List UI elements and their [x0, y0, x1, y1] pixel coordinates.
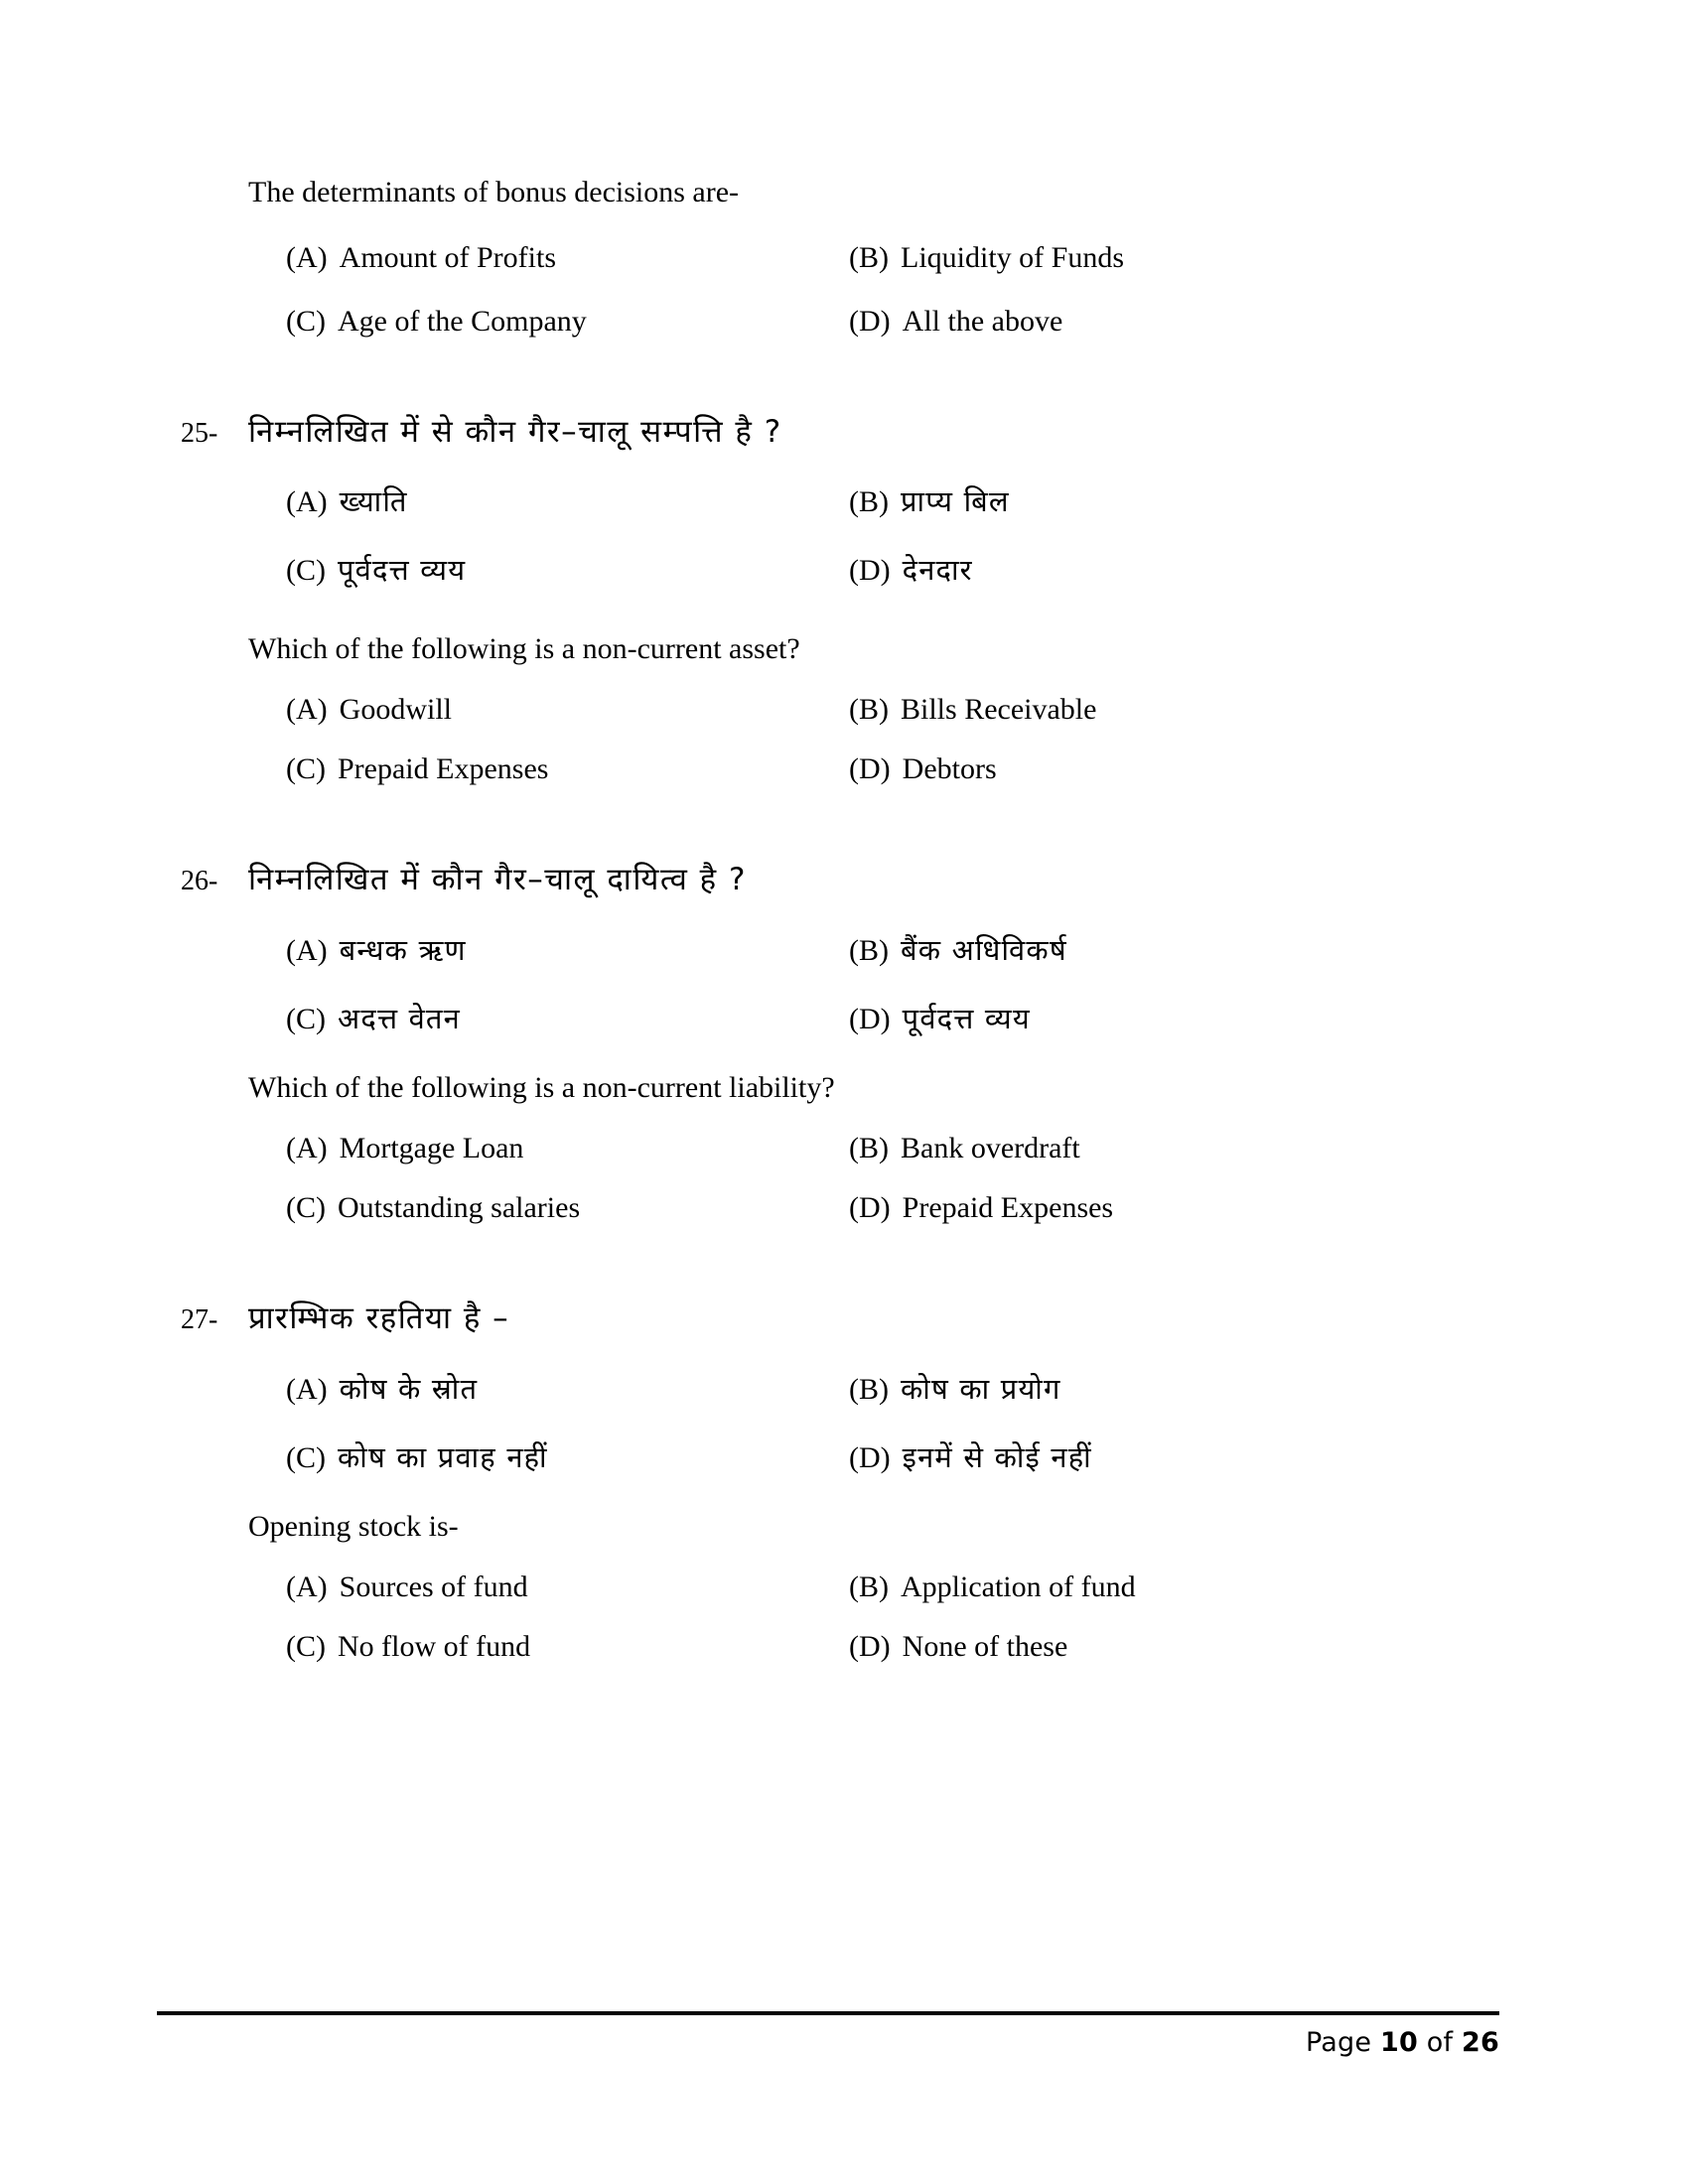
- option-text: कोष का प्रवाह नहीं: [338, 1439, 548, 1474]
- option-row: [248, 481, 1519, 520]
- option-row: [248, 1132, 1519, 1165]
- spacer: [248, 1037, 1519, 1069]
- option-b[interactable]: [849, 1369, 1445, 1408]
- option-text: Prepaid Expenses: [338, 752, 549, 786]
- option-b[interactable]: [849, 481, 1445, 520]
- option-label: (B): [849, 1132, 889, 1165]
- option-label: (A): [286, 484, 328, 518]
- option-row: [248, 550, 1519, 589]
- option-label: (D): [849, 304, 891, 338]
- footer-total-pages: 26: [1462, 2027, 1499, 2058]
- option-text: Prepaid Expenses: [902, 1191, 1114, 1225]
- option-text: None of these: [902, 1630, 1068, 1664]
- question-27-stem-en: Opening stock is-: [248, 1509, 459, 1543]
- option-label: (D): [849, 752, 891, 786]
- option-text: प्राप्य बिल: [901, 483, 1010, 518]
- option-text: Bills Receivable: [901, 693, 1097, 727]
- question-number: 27-: [181, 1304, 218, 1336]
- question-stem-hi: प्रारम्भिक रहतिया है –: [248, 1300, 510, 1337]
- option-label: (B): [849, 693, 889, 727]
- option-c[interactable]: [248, 550, 849, 589]
- option-label: (A): [286, 1372, 328, 1406]
- option-d[interactable]: [849, 1191, 1445, 1225]
- option-label: (B): [849, 1570, 889, 1604]
- option-a[interactable]: [248, 1132, 849, 1165]
- footer-current-page: 10: [1380, 2027, 1418, 2058]
- footer-of-word: of: [1426, 2027, 1454, 2058]
- option-row: [248, 1437, 1519, 1476]
- spacer: [248, 589, 1519, 630]
- option-text: बन्धक ऋण: [339, 932, 467, 967]
- option-label: (C): [286, 1191, 326, 1225]
- option-label: (B): [849, 484, 889, 518]
- option-label: (D): [849, 1440, 891, 1474]
- option-label: (B): [849, 240, 889, 274]
- option-label: (D): [849, 1191, 891, 1225]
- option-d[interactable]: [849, 1437, 1445, 1476]
- option-label: (C): [286, 304, 326, 338]
- option-text: Age of the Company: [338, 304, 587, 338]
- option-c[interactable]: [248, 752, 849, 786]
- option-b[interactable]: [849, 1570, 1445, 1604]
- spacer: [248, 339, 1519, 412]
- option-row: [248, 1630, 1519, 1664]
- option-b[interactable]: [849, 930, 1445, 969]
- option-text: Liquidity of Funds: [901, 240, 1125, 274]
- option-text: Bank overdraft: [901, 1132, 1080, 1165]
- option-text: कोष के स्रोत: [339, 1371, 479, 1406]
- option-label: (A): [286, 1570, 328, 1604]
- option-label: (B): [849, 1372, 889, 1406]
- option-text: बैंक अधिविकर्ष: [901, 932, 1067, 967]
- option-text: पूर्वदत्त व्यय: [338, 552, 467, 587]
- option-c[interactable]: [248, 305, 849, 339]
- option-row: [248, 752, 1519, 786]
- option-text: इनमें से कोई नहीं: [902, 1439, 1092, 1474]
- option-row: [248, 693, 1519, 727]
- option-label: (D): [849, 1002, 891, 1035]
- option-c[interactable]: [248, 1630, 849, 1664]
- question-block-25: [181, 412, 1519, 787]
- carryover-question-stem-en: The determinants of bonus decisions are-: [248, 176, 740, 208]
- option-text: Amount of Profits: [339, 240, 556, 274]
- option-a[interactable]: [248, 930, 849, 969]
- option-text: ख्याति: [339, 483, 408, 518]
- option-b[interactable]: [849, 241, 1445, 275]
- option-text: Sources of fund: [339, 1570, 528, 1604]
- option-d[interactable]: [849, 999, 1445, 1037]
- option-row: [248, 999, 1519, 1037]
- option-label: (D): [849, 1630, 891, 1664]
- option-d[interactable]: [849, 752, 1445, 786]
- question-content-area: [181, 174, 1519, 1664]
- option-text: No flow of fund: [338, 1630, 531, 1664]
- option-a[interactable]: [248, 1369, 849, 1408]
- option-row: [248, 930, 1519, 969]
- option-text: Debtors: [902, 752, 997, 786]
- question-27-stem-hi-line: [181, 1298, 1519, 1338]
- option-b[interactable]: [849, 693, 1445, 727]
- question-26-stem-hi-line: [181, 860, 1519, 899]
- option-label: (C): [286, 752, 326, 786]
- option-d[interactable]: [849, 305, 1445, 339]
- option-text: Goodwill: [339, 693, 452, 727]
- option-a[interactable]: [248, 481, 849, 520]
- footer-page-word: Page: [1306, 2027, 1372, 2058]
- question-block-27: [181, 1298, 1519, 1664]
- option-label: (C): [286, 1630, 326, 1664]
- question-25-stem-en: Which of the following is a non-current asset?: [248, 631, 800, 665]
- page-number-indicator: [157, 2027, 1499, 2058]
- option-c[interactable]: [248, 1191, 849, 1225]
- option-a[interactable]: [248, 1570, 849, 1604]
- question-number: 25-: [181, 417, 218, 449]
- option-a[interactable]: [248, 241, 849, 275]
- option-label: (B): [849, 933, 889, 967]
- option-c[interactable]: [248, 999, 849, 1037]
- option-text: कोष का प्रयोग: [901, 1371, 1061, 1406]
- option-text: देनदार: [902, 552, 973, 587]
- option-row: [248, 1570, 1519, 1604]
- option-d[interactable]: [849, 1630, 1445, 1664]
- option-text: Outstanding salaries: [338, 1191, 581, 1225]
- option-a[interactable]: [248, 693, 849, 727]
- option-label: (C): [286, 1002, 326, 1035]
- option-text: पूर्वदत्त व्यय: [902, 1001, 1031, 1035]
- spacer: [248, 1476, 1519, 1508]
- option-label: (C): [286, 1440, 326, 1474]
- option-label: (D): [849, 553, 891, 587]
- option-text: अदत्त वेतन: [338, 1001, 461, 1035]
- question-stem-hi: निम्नलिखित में से कौन गैर–चालू सम्पत्ति है ?: [248, 413, 782, 450]
- spacer: [248, 1225, 1519, 1298]
- option-row: [248, 305, 1519, 339]
- option-text: All the above: [902, 304, 1063, 338]
- question-26-stem-en: Which of the following is a non-current liability?: [248, 1070, 835, 1104]
- question-25-stem-hi-line: [181, 412, 1519, 452]
- page-footer: [157, 2011, 1499, 2058]
- option-label: (A): [286, 1132, 328, 1165]
- option-row: [248, 1369, 1519, 1408]
- option-label: (A): [286, 240, 328, 274]
- option-row: [248, 1191, 1519, 1225]
- option-text: Mortgage Loan: [339, 1132, 524, 1165]
- option-label: (A): [286, 933, 328, 967]
- option-row: [248, 241, 1519, 275]
- footer-divider: [157, 2011, 1499, 2015]
- option-label: (A): [286, 693, 328, 727]
- question-number: 26-: [181, 866, 218, 897]
- question-stem-hi: निम्नलिखित में कौन गैर–चालू दायित्व है ?: [248, 862, 747, 898]
- option-label: (C): [286, 553, 326, 587]
- option-text: Application of fund: [901, 1570, 1136, 1604]
- option-c[interactable]: [248, 1437, 849, 1476]
- carryover-question-block: [248, 174, 1519, 339]
- option-d[interactable]: [849, 550, 1445, 589]
- spacer: [248, 786, 1519, 860]
- option-b[interactable]: [849, 1132, 1445, 1165]
- question-block-26: [181, 860, 1519, 1225]
